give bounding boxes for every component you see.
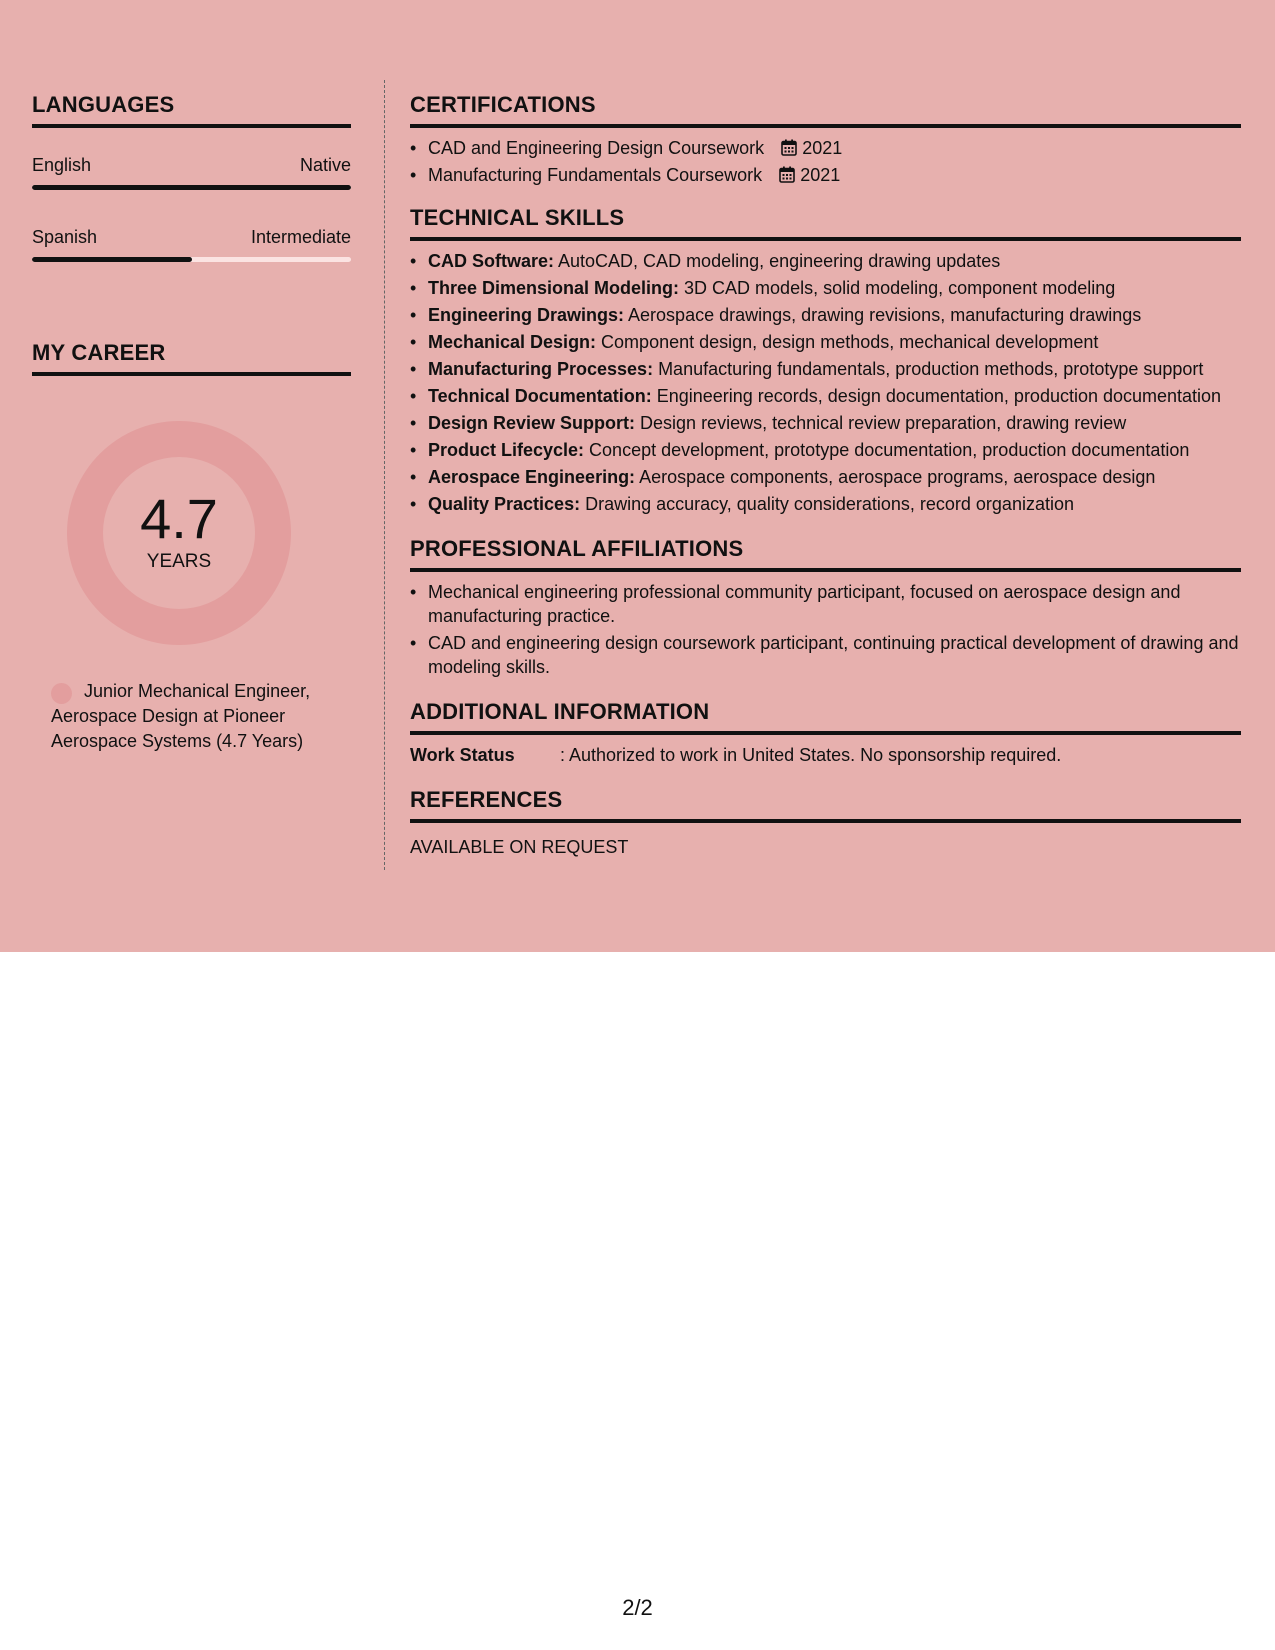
career-item-text: Junior Mechanical Engineer, Aerospace Design at Pioneer Aerospace Systems (4.7 Years) — [51, 681, 311, 751]
skill-label: Three Dimensional Modeling: — [428, 278, 680, 298]
certifications-list — [410, 136, 1241, 187]
career-legend-dot — [51, 683, 72, 704]
additional-info-heading: ADDITIONAL INFORMATION — [410, 699, 1241, 735]
skill-text: Engineering records, design documentation, production documentation — [651, 386, 1222, 406]
certification-year: 2021 — [800, 165, 841, 185]
technical-skills-heading: TECHNICAL SKILLS — [410, 205, 1241, 241]
career-item — [51, 679, 351, 754]
technical-skills-list — [410, 249, 1241, 516]
skill-label: Design Review Support: — [428, 413, 636, 433]
column-divider — [384, 80, 385, 870]
skill-text: Design reviews, technical review preparation, drawing review — [635, 413, 1127, 433]
skill-item: • Quality Practices: Drawing accuracy, quality considerations, record organization — [410, 494, 1074, 514]
skill-label: Aerospace Engineering: — [428, 467, 636, 487]
skill-text: AutoCAD, CAD modeling, engineering drawing updates — [554, 251, 1001, 271]
skill-item: • CAD Software: AutoCAD, CAD modeling, engineering drawing updates — [410, 251, 1001, 271]
career-years-donut — [67, 421, 291, 645]
skill-label: Mechanical Design: — [428, 332, 597, 352]
info-key: Work Status — [410, 745, 515, 765]
language-name: Spanish — [32, 227, 98, 247]
language-proficiency-bar — [32, 257, 351, 262]
language-proficiency-fill — [32, 257, 192, 262]
skill-text: Drawing accuracy, quality considerations, record organization — [580, 494, 1074, 514]
certification-year: 2021 — [802, 138, 843, 158]
info-row — [410, 743, 1241, 767]
references-text: AVAILABLE ON REQUEST — [410, 837, 629, 857]
skill-text: Component design, design methods, mechanical development — [596, 332, 1099, 352]
calendar-icon — [781, 139, 797, 156]
language-proficiency-bar — [32, 185, 351, 190]
skill-label: Technical Documentation: — [428, 386, 652, 406]
skill-label: Quality Practices: — [428, 494, 581, 514]
certification-item: • CAD and Engineering Design Coursework 2021 — [410, 138, 843, 158]
right-column — [410, 92, 1241, 859]
skill-item: • Product Lifecycle: Concept development, prototype documentation, production documentation — [410, 440, 1190, 460]
skill-label: CAD Software: — [428, 251, 555, 271]
calendar-icon — [779, 166, 795, 183]
language-level: Native — [299, 155, 351, 175]
affiliation-item: • CAD and engineering design coursework participant, continuing practical development of drawing and modeling skills. — [410, 633, 1239, 677]
languages-section — [32, 92, 351, 262]
certifications-section — [410, 92, 1241, 187]
affiliations-section — [410, 536, 1241, 679]
skill-label: Product Lifecycle: — [428, 440, 585, 460]
certification-title: Manufacturing Fundamentals Coursework — [428, 165, 763, 185]
references-section — [410, 787, 1241, 859]
affiliations-heading: PROFESSIONAL AFFILIATIONS — [410, 536, 1241, 572]
skill-item: • Three Dimensional Modeling: 3D CAD models, solid modeling, component modeling — [410, 278, 1116, 298]
language-name: English — [32, 155, 92, 175]
languages-heading: LANGUAGES — [32, 92, 351, 128]
career-section — [32, 340, 351, 754]
language-item — [32, 226, 351, 262]
page-number: 2/2 — [622, 1595, 653, 1620]
affiliation-text: Mechanical engineering professional community participant, focused on aerospace design and manufacturing practice. — [428, 582, 1181, 626]
skill-text: Concept development, prototype documentation, production documentation — [584, 440, 1190, 460]
career-total-value: 4.7 — [140, 487, 218, 550]
skill-item: • Mechanical Design: Component design, design methods, mechanical development — [410, 332, 1099, 352]
affiliations-list — [410, 580, 1241, 679]
technical-skills-section — [410, 205, 1241, 516]
skill-text: Aerospace drawings, drawing revisions, manufacturing drawings — [624, 305, 1142, 325]
skill-label: Manufacturing Processes: — [428, 359, 654, 379]
left-column — [32, 92, 351, 754]
language-proficiency-fill — [32, 185, 351, 190]
affiliation-text: CAD and engineering design coursework participant, continuing practical development of drawing and modeling skills. — [428, 633, 1239, 677]
additional-info-section — [410, 699, 1241, 767]
skill-item: • Design Review Support: Design reviews, technical review preparation, drawing review — [410, 413, 1127, 433]
skill-text: Aerospace components, aerospace programs, aerospace design — [635, 467, 1156, 487]
career-total-unit: YEARS — [146, 551, 212, 572]
affiliation-item: • Mechanical engineering professional community participant, focused on aerospace design and manufacturing practice. — [410, 582, 1181, 626]
skill-item: • Manufacturing Processes: Manufacturing fundamentals, production methods, prototype support — [410, 359, 1204, 379]
skill-item: • Technical Documentation: Engineering records, design documentation, production documentation — [410, 386, 1222, 406]
language-item — [32, 154, 351, 190]
career-heading: MY CAREER — [32, 340, 351, 376]
references-heading: REFERENCES — [410, 787, 1241, 823]
skill-label: Engineering Drawings: — [428, 305, 625, 325]
language-level: Intermediate — [250, 227, 351, 247]
certification-title: CAD and Engineering Design Coursework — [428, 138, 765, 158]
info-value: : Authorized to work in United States. No sponsorship required. — [560, 745, 1062, 765]
skill-text: Manufacturing fundamentals, production methods, prototype support — [653, 359, 1204, 379]
skill-text: 3D CAD models, solid modeling, component modeling — [679, 278, 1116, 298]
certifications-heading: CERTIFICATIONS — [410, 92, 1241, 128]
certification-item: • Manufacturing Fundamentals Coursework 2021 — [410, 165, 841, 185]
skill-item: • Aerospace Engineering: Aerospace components, aerospace programs, aerospace design — [410, 467, 1156, 487]
skill-item: • Engineering Drawings: Aerospace drawings, drawing revisions, manufacturing drawings — [410, 305, 1142, 325]
